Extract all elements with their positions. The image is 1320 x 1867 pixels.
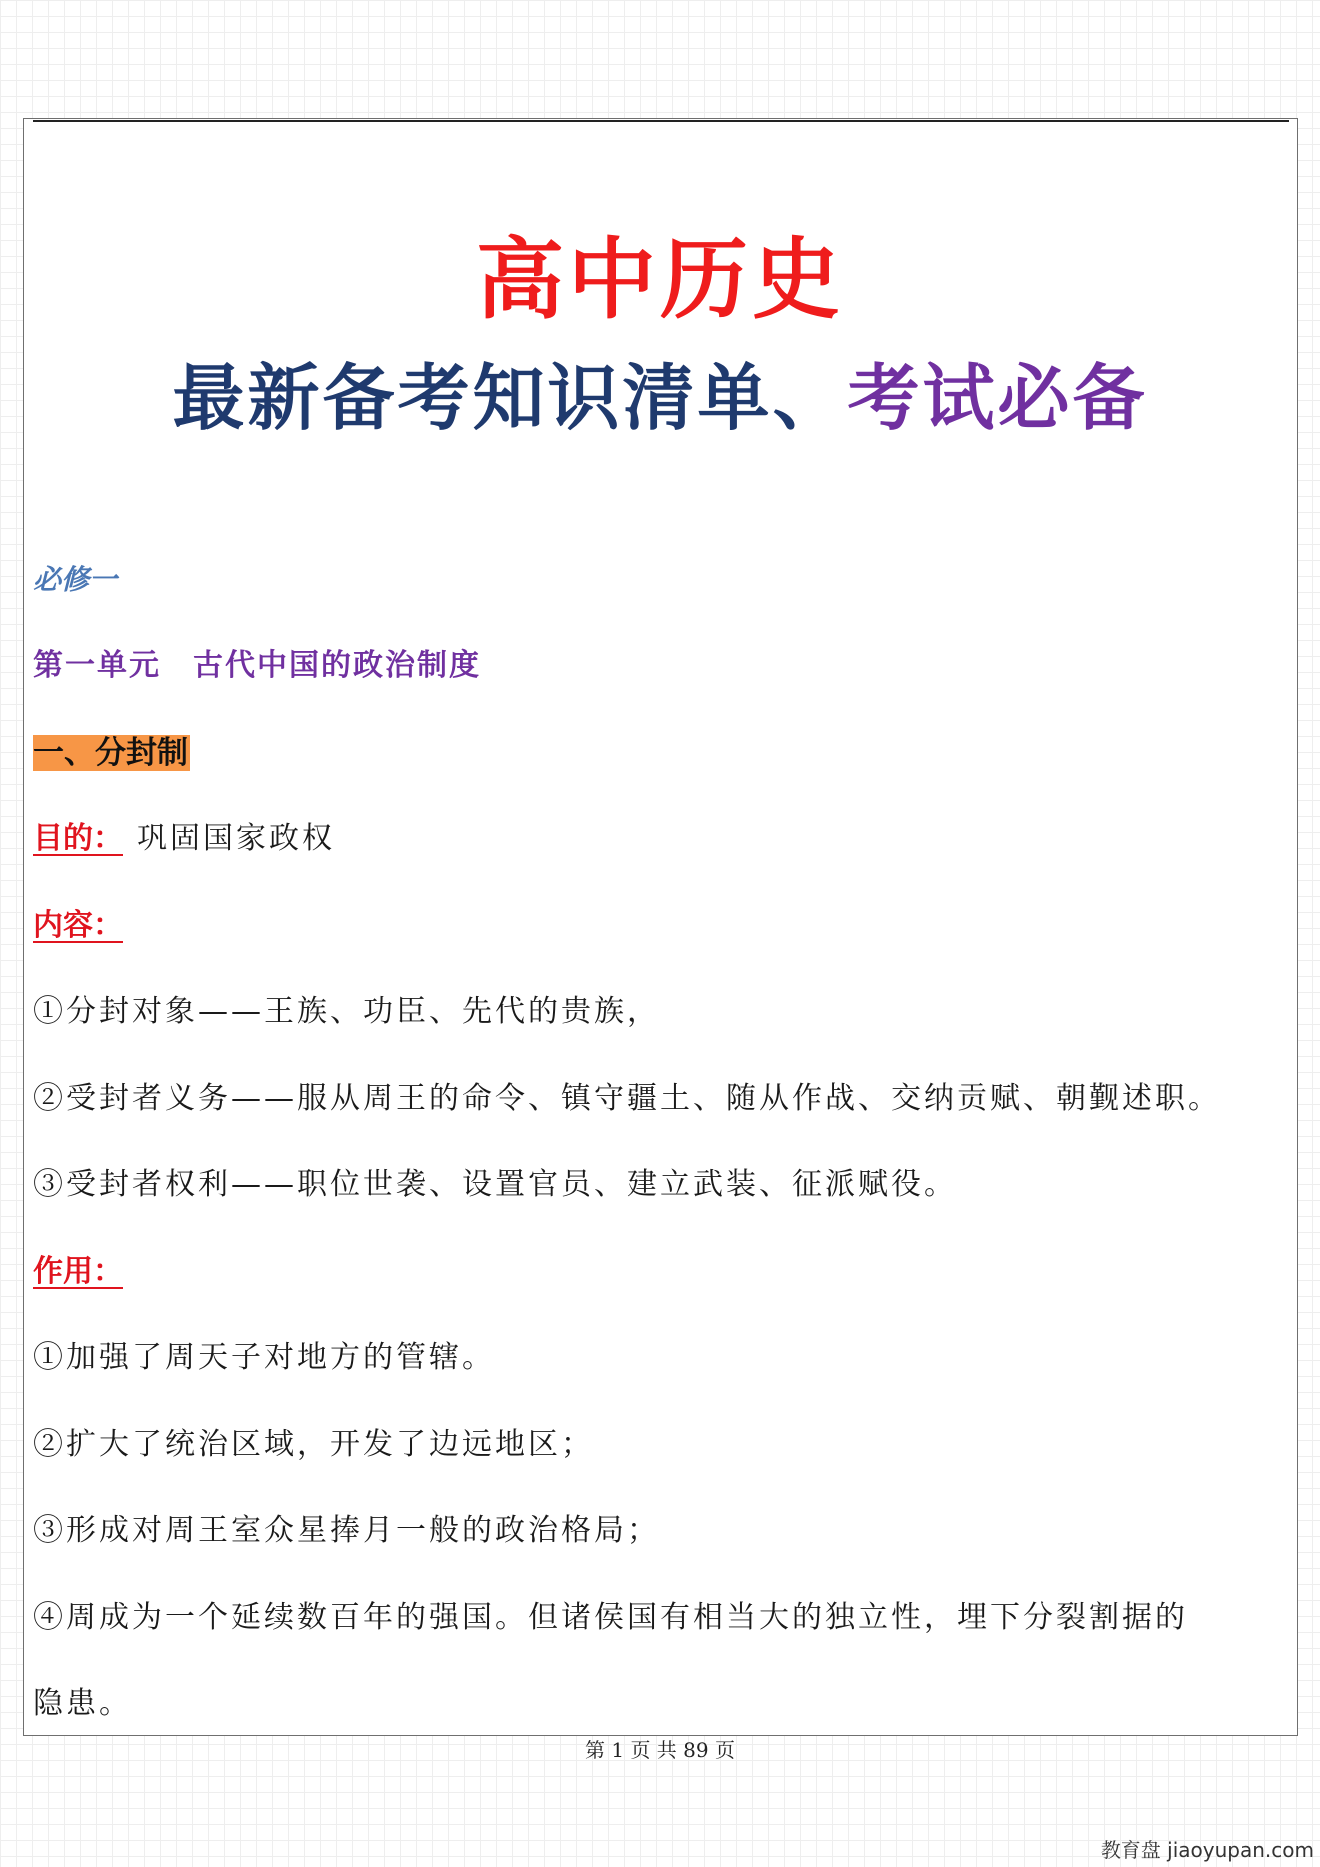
header-rule [33,120,1289,122]
purpose-label: 目的： [33,821,123,856]
content-item-2 [33,1079,1221,1119]
page-number: 第 1 页 共 89 页 [585,1738,735,1762]
volume-heading [33,560,117,600]
section-heading [33,733,190,774]
title-text: 高中历史 [475,228,844,331]
content-label: 内容： [33,908,123,943]
purpose-line [33,819,335,859]
effect-item-text: ②扩大了统治区域，开发了边远地区； [33,1427,594,1462]
unit-text: 第一单元 古代中国的政治制度 [33,648,481,683]
effect-item-5 [33,1684,132,1724]
page-title [0,228,1320,332]
page-subtitle [0,353,1320,443]
content-item-text: ①分封对象——王族、功臣、先代的贵族， [33,994,660,1029]
content-item-text: ②受封者义务——服从周王的命令、镇守疆土、随从作战、交纳贡赋、朝觐述职。 [33,1081,1221,1116]
effect-item-text: 隐患。 [33,1686,132,1721]
watermark-text: 教育盘 jiaoyupan.com [1100,1838,1314,1862]
effect-item-4 [33,1598,1188,1638]
page-footer [0,1736,1320,1764]
effect-item-1 [33,1338,495,1378]
effect-item-text: ④周成为一个延续数百年的强国。但诸侯国有相当大的独立性，埋下分裂割据的 [33,1600,1188,1635]
volume-text: 必修一 [33,563,118,596]
purpose-text: 巩固国家政权 [137,821,335,856]
content-item-3 [33,1165,957,1205]
effect-item-text: ①加强了周天子对地方的管辖。 [33,1340,495,1375]
watermark [1101,1837,1314,1863]
content-item-1 [33,992,660,1032]
effect-item-3 [33,1511,660,1551]
effect-item-2 [33,1425,594,1465]
content-label-line [33,906,137,946]
subtitle-part-1: 最新备考知识清单、 [172,356,848,440]
effect-item-text: ③形成对周王室众星捧月一般的政治格局； [33,1513,660,1548]
unit-heading [33,646,481,686]
effect-label-line [33,1252,137,1292]
effect-label: 作用： [33,1254,123,1289]
subtitle-part-2: 考试必备 [847,356,1148,440]
section-highlight: 一、分封制 [33,735,188,771]
content-item-text: ③受封者权利——职位世袭、设置官员、建立武装、征派赋役。 [33,1167,957,1202]
